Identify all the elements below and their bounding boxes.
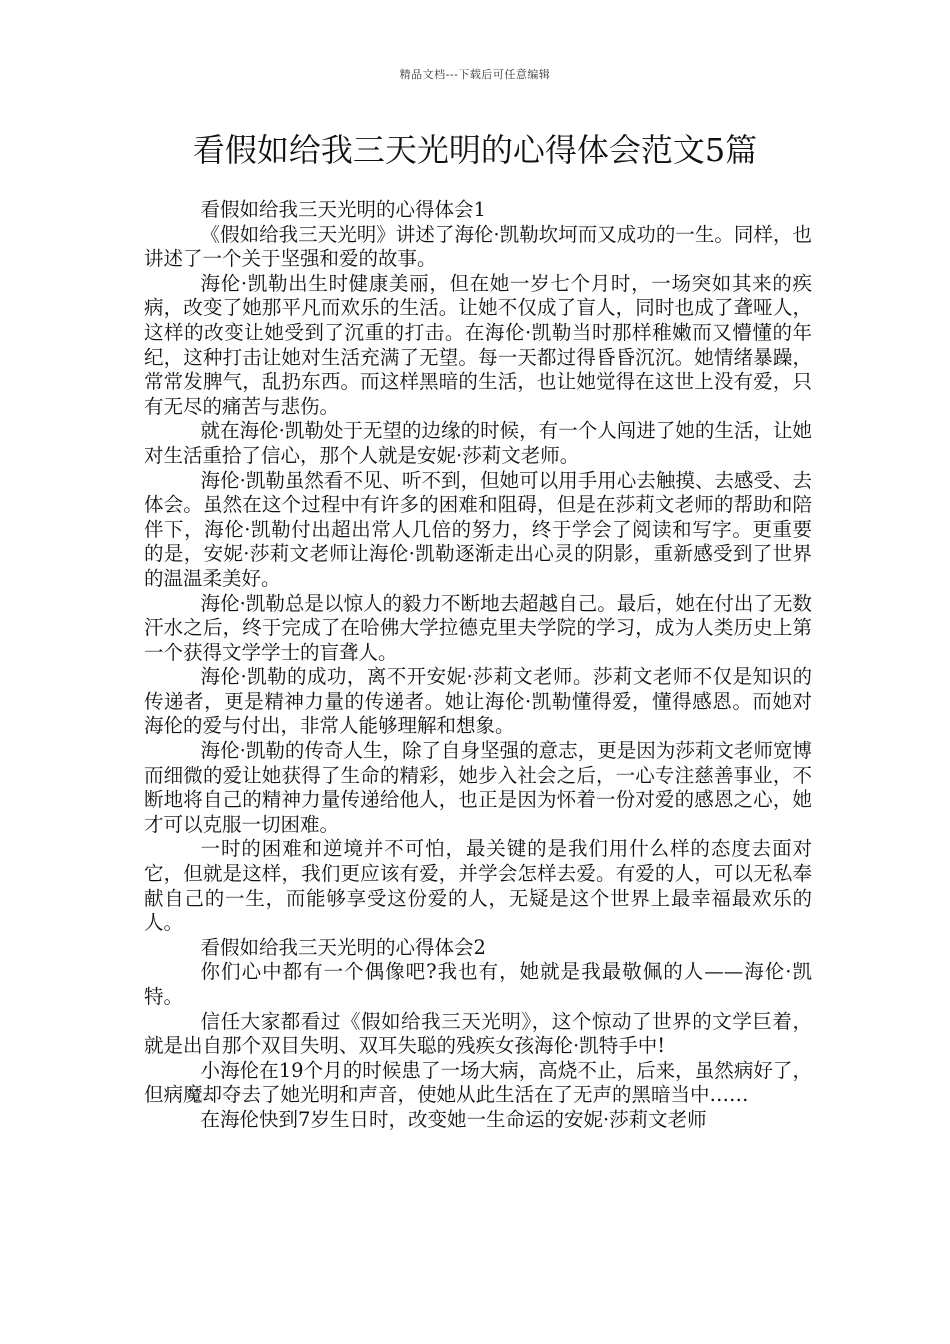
paragraph: 一时的困难和逆境并不可怕，最关键的是我们用什么样的态度去面对它，但就是这样，我们更应该有爱，并学会怎样去爱。有爱的人，可以无私奉献自己的一生，而能够享受这份爱的人，无疑是这个世界上最幸福最欢乐的人。 — [144, 837, 812, 935]
header-note: 精品文档---下载后可任意编辑 — [399, 68, 551, 81]
paragraph: 在海伦快到7岁生日时，改变她一生命运的安妮·莎莉文老师 — [200, 1107, 707, 1131]
paragraph: 海伦·凯勒的传奇人生，除了自身坚强的意志，更是因为莎莉文老师宽博而细微的爱让她获得了生命的精彩，她步入社会之后，一心专注慈善事业，不断地将自己的精神力量传递给他人，也正是因为怀着一份对爱的感恩之心，她才可以克服一切困难。 — [144, 739, 812, 836]
section-heading: 看假如给我三天光明的心得体会2 — [200, 935, 486, 959]
paragraph: 海伦·凯勒出生时健康美丽，但在她一岁七个月时，一场突如其来的疾病，改变了她那平凡而欢乐的生活。让她不仅成了盲人，同时也成了聋哑人，这样的改变让她受到了沉重的打击。在海伦·凯勒当时那样稚嫩而又懵懂的年纪，这种打击让她对生活充满了无望。每一天都过得昏昏沉沉。她情绪暴躁，常常发脾气，乱扔东西。而这样黑暗的生活，也让她觉得在这世上没有爱，只有无尽的痛苦与悲伤。 — [144, 271, 812, 418]
paragraph: 《假如给我三天光明》讲述了海伦·凯勒坎坷而又成功的一生。同样，也讲述了一个关于坚强和爱的故事。 — [144, 222, 812, 271]
document-title: 看假如给我三天光明的心得体会范文5篇 — [192, 131, 758, 169]
paragraph: 海伦·凯勒总是以惊人的毅力不断地去超越自己。最后，她在付出了无数汗水之后，终于完成了在哈佛大学拉德克里夫学院的学习，成为人类历史上第一个获得文学学士的盲聋人。 — [144, 591, 812, 664]
paragraph: 你们心中都有一个偶像吧?我也有，她就是我最敬佩的人——海伦·凯特。 — [144, 960, 812, 1008]
paragraph: 信任大家都看过《假如给我三天光明》，这个惊动了世界的文学巨着，就是出自那个双目失明、双耳失聪的残疾女孩海伦·凯特手中! — [144, 1009, 812, 1058]
paragraph: 小海伦在19个月的时候患了一场大病，高烧不止，后来，虽然病好了，但病魔却夺去了她光明和声音，使她从此生活在了无声的黑暗当中…… — [144, 1058, 812, 1107]
paragraph: 海伦·凯勒的成功，离不开安妮·莎莉文老师。莎莉文老师不仅是知识的传递者，更是精神力量的传递者。她让海伦·凯勒懂得爱，懂得感恩。而她对海伦的爱与付出，非常人能够理解和想象。 — [144, 665, 812, 738]
section-heading: 看假如给我三天光明的心得体会1 — [200, 198, 486, 221]
document-body — [144, 198, 812, 1133]
paragraph: 就在海伦·凯勒处于无望的边缘的时候，有一个人闯进了她的生活，让她对生活重拾了信心，那个人就是安妮·莎莉文老师。 — [144, 419, 812, 467]
paragraph: 海伦·凯勒虽然看不见、听不到，但她可以用手用心去触摸、去感受、去体会。虽然在这个过程中有许多的困难和阻碍，但是在莎莉文老师的帮助和陪伴下，海伦·凯勒付出超出常人几倍的努力，终于学会了阅读和写字。更重要的是，安妮·莎莉文老师让海伦·凯勒逐渐走出心灵的阴影，重新感受到了世界的温温柔美好。 — [144, 468, 812, 590]
